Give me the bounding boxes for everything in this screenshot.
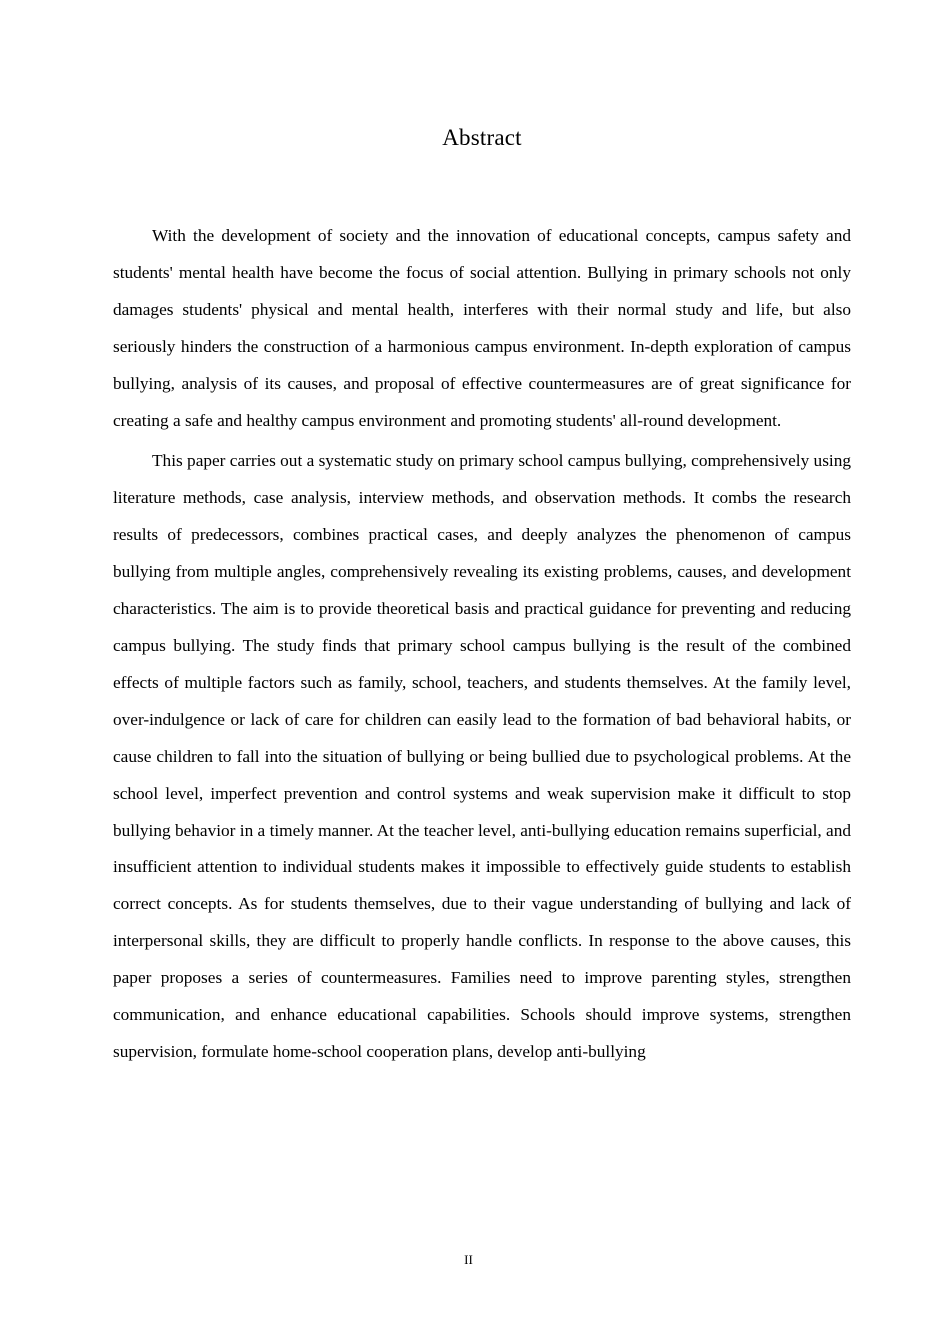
page-number: II xyxy=(464,1252,473,1267)
abstract-paragraph-2: This paper carries out a systematic study on primary school campus bullying, comprehensively using literature methods, case analysis, interview methods, and observation methods. It combs the research results of predecessors, combines practical cases, and deeply analyzes the phenomenon of campus bullying from multiple angles, comprehensively revealing its existing problems, causes, and development characteristics. The aim is to provide theoretical basis and practical guidance for preventing and reducing campus bullying. The study finds that primary school campus bullying is the result of the combined effects of multiple factors such as family, school, teachers, and students themselves. At the family level, over-indulgence or lack of care for children can easily lead to the formation of bad behavioral habits, or cause children to fall into the situation of bullying or being bullied due to psychological problems. At the school level, imperfect prevention and control systems and weak supervision make it difficult to stop bullying behavior in a timely manner. At the teacher level, anti-bullying education remains superficial, and insufficient attention to individual students makes it impossible to effectively guide students to establish correct concepts. As for students themselves, due to their vague understanding of bullying and lack of interpersonal skills, they are difficult to properly handle conflicts. In response to the above causes, this paper proposes a series of countermeasures. Families need to improve parenting styles, strengthen communication, and enhance educational capabilities. Schools should improve systems, strengthen supervision, formulate home-school cooperation plans, develop anti-bullying xyxy=(113,451,851,1061)
abstract-body xyxy=(113,218,851,1075)
abstract-paragraph-1: With the development of society and the innovation of educational concepts, campus safety and students' mental health have become the focus of social attention. Bullying in primary schools not only damages students' physical and mental health, interferes with their normal study and life, but also seriously hinders the construction of a harmonious campus environment. In-depth exploration of campus bullying, analysis of its causes, and proposal of effective countermeasures are of great significance for creating a safe and healthy campus environment and promoting students' all-round development. xyxy=(113,226,851,430)
abstract-heading: Abstract xyxy=(442,125,522,150)
